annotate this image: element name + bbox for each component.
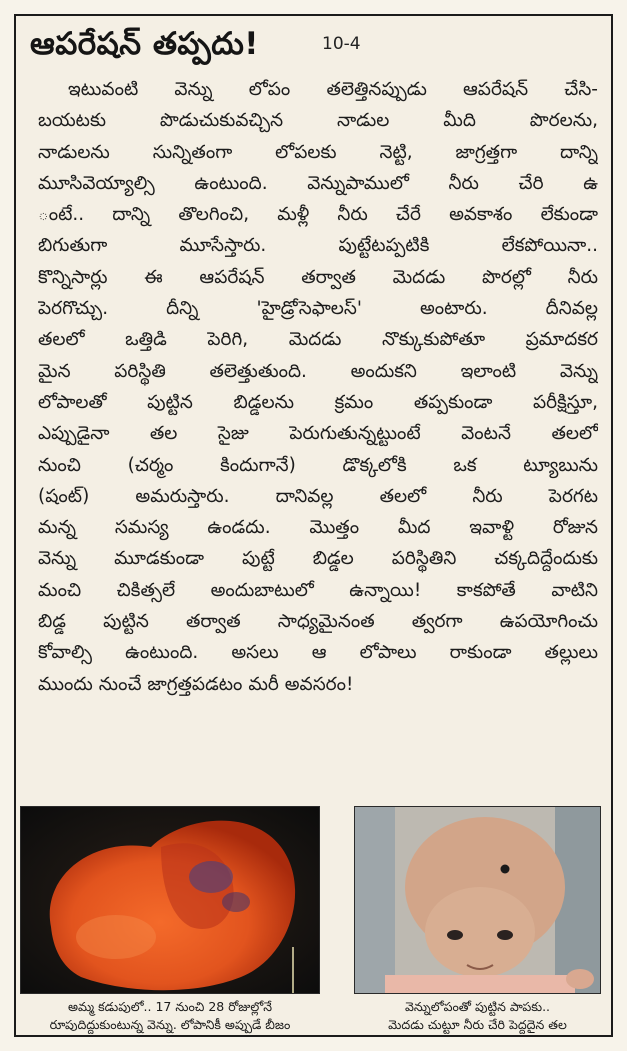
article-line: మైన పరిస్థితి తలెత్తుతుంది. అందుకని ఇలాంటి వెన్ను <box>38 360 598 382</box>
article-line: ముందు నుంచే జాగ్రత్తపడటం మరీ అవసరం! <box>38 673 354 695</box>
handwritten-date: 10-4 <box>322 34 361 54</box>
article-line: ఎప్పుడైనా తల సైజు పెరుగుతున్నట్టుంటే వెంటనే తలలో <box>38 423 598 445</box>
article-line: నాడులను సున్నితంగా లోపలకు నెట్టి, జాగ్రత్తగా దాన్ని <box>38 141 598 163</box>
baby-photo <box>354 806 601 994</box>
caption-line: మెదడు చుట్టూ నీరు చేరి పెద్దదైన తల <box>388 1017 567 1032</box>
article-line: నుంచి (చర్మం కిందుగానే) డొక్కలోకి ఒక ట్యూబును <box>38 454 598 476</box>
baby-photo-caption <box>354 998 601 1034</box>
article-line: ఇటువంటి వెన్ను లోపం తలెత్తినప్పుడు ఆపరేషన్ చేసి- <box>68 79 598 100</box>
embryo-photo-caption <box>20 998 320 1034</box>
article-line: బిడ్డ పుట్టిన తర్వాత సాధ్యమైనంత త్వరగా ఉపయోగించు <box>38 611 598 633</box>
caption-line: అమ్మ కడుపులో.. 17 నుంచి 28 రోజుల్లోనే <box>67 999 272 1014</box>
article-line: బయటకు పొడుచుకువచ్చిన నాడుల మీది పొరలను, <box>38 110 598 132</box>
caption-line: రూపుదిద్దుకుంటున్న వెన్ను. లోపానికీ అప్పుడే బీజం <box>49 1017 291 1032</box>
embryo-photo <box>20 806 320 994</box>
caption-line: వెన్నులోపంతో పుట్టిన పాపకు.. <box>404 999 551 1014</box>
article-line: (షంట్) అమరుస్తారు. దానివల్ల తలలో నీరు పెరగట <box>38 485 598 507</box>
article-line: తలలో ఒత్తిడి పెరిగి, మెదడు నొక్కుకుపోతూ ప్రమాదకర <box>38 329 598 351</box>
article-headline: ఆపరేషన్ తప్పదు! <box>30 26 259 62</box>
article-line: మూసివెయ్యాల్సి ఉంటుంది. వెన్నుపాములో నీరు చేరి ఉ <box>38 172 598 194</box>
article-line: బిగుతుగా మూసేస్తారు. పుట్టేటప్పటికి లేకపోయినా.. <box>38 235 598 257</box>
article-line: కొన్నిసార్లు ఈ ఆపరేషన్ తర్వాత మెదడు పొరల్లో నీరు <box>38 266 598 288</box>
article-line: ంటే.. దాన్ని తొలగించి, మళ్లీ నీరు చేరే అవకాశం లేకుండా <box>38 204 598 226</box>
article-body <box>38 74 598 700</box>
article-line: కోవాల్సి ఉంటుంది. అసలు ఆ లోపాలు రాకుండా తల్లులు <box>38 642 598 664</box>
baby-illustration <box>355 807 601 994</box>
article-line: పెరగొచ్చు. దీన్ని 'హైడ్రోసెఫాలస్' అంటారు. దీనివల్ల <box>38 298 598 320</box>
article-line: లోపాలతో పుట్టిన బిడ్డలను క్రమం తప్పకుండా పరీక్షిస్తూ, <box>38 391 598 413</box>
article-line: వెన్ను మూడకుండా పుట్టే బిడ్డల పరిస్థితిని చక్కదిద్దేందుకు <box>38 548 598 570</box>
embryo-illustration <box>21 807 320 994</box>
newspaper-clipping <box>14 14 613 1037</box>
article-line: మన్న సమస్య ఉండదు. మొత్తం మీద ఇవాళ్టి రోజున <box>38 517 598 539</box>
article-line: మంచి చికిత్సలే అందుబాటులో ఉన్నాయి! కాకపోతే వాటిని <box>38 579 598 601</box>
